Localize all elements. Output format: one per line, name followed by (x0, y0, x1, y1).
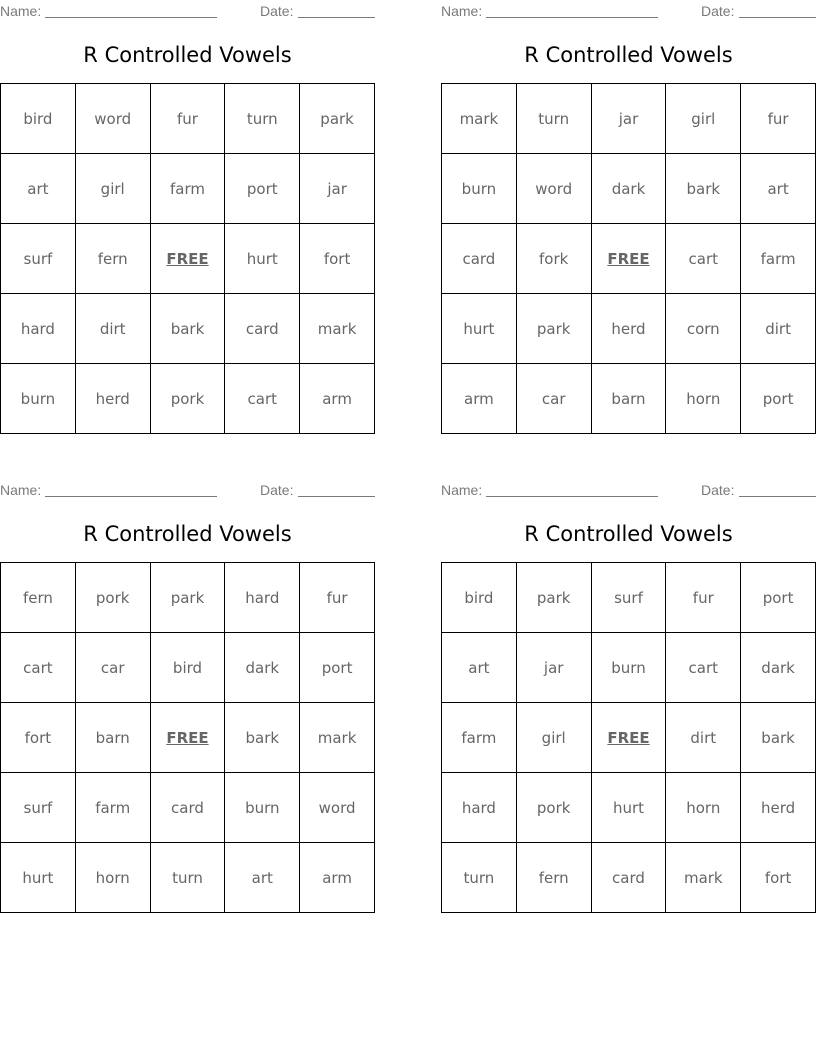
date-label: Date: (260, 3, 294, 19)
bingo-cell: girl (517, 703, 592, 773)
bingo-cell: turn (442, 843, 517, 913)
bingo-cell: horn (666, 773, 741, 843)
bingo-cell: park (517, 563, 592, 633)
bingo-cell: pork (76, 563, 151, 633)
bingo-cell: bird (1, 84, 76, 154)
bingo-cell: fern (517, 843, 592, 913)
bingo-cell: fur (741, 84, 816, 154)
bingo-cell: dark (225, 633, 300, 703)
bingo-card-4 (441, 479, 816, 911)
name-date-line (441, 482, 816, 498)
bingo-cell: port (741, 364, 816, 434)
bingo-cell: horn (666, 364, 741, 434)
free-space-cell: FREE (592, 224, 667, 294)
bingo-cell: bark (741, 703, 816, 773)
bingo-cell: mark (300, 294, 375, 364)
bingo-cell: surf (1, 773, 76, 843)
bingo-cell: fort (300, 224, 375, 294)
bingo-cell: art (442, 633, 517, 703)
bingo-cell: herd (76, 364, 151, 434)
bingo-cell: cart (666, 633, 741, 703)
bingo-cell: card (442, 224, 517, 294)
bingo-cell: art (741, 154, 816, 224)
bingo-cell: fern (76, 224, 151, 294)
bingo-cell: jar (592, 84, 667, 154)
date-label: Date: (701, 3, 735, 19)
name-label: Name: (441, 482, 483, 498)
free-space-cell: FREE (592, 703, 667, 773)
bingo-cell: farm (741, 224, 816, 294)
bingo-cell: jar (300, 154, 375, 224)
free-space-cell: FREE (151, 224, 226, 294)
card-title: R Controlled Vowels (83, 522, 292, 546)
date-blank-line (298, 17, 375, 18)
bingo-cell: corn (666, 294, 741, 364)
bingo-cell: cart (1, 633, 76, 703)
bingo-cell: girl (76, 154, 151, 224)
bingo-grid (0, 83, 375, 434)
name-blank-line (486, 17, 658, 18)
bingo-cell: arm (300, 364, 375, 434)
bingo-cell: cart (666, 224, 741, 294)
bingo-cell: bird (442, 563, 517, 633)
bingo-cell: farm (151, 154, 226, 224)
bingo-cell: burn (442, 154, 517, 224)
date-blank-line (739, 17, 816, 18)
bingo-cell: art (1, 154, 76, 224)
bingo-cell: bird (151, 633, 226, 703)
bingo-cell: port (225, 154, 300, 224)
bingo-cell: hurt (1, 843, 76, 913)
bingo-cell: fort (1, 703, 76, 773)
bingo-cell: fur (666, 563, 741, 633)
bingo-grid (441, 562, 816, 913)
bingo-cell: hard (1, 294, 76, 364)
bingo-cell: word (517, 154, 592, 224)
bingo-cell: surf (1, 224, 76, 294)
date-blank-line (739, 496, 816, 497)
card-title: R Controlled Vowels (524, 522, 733, 546)
bingo-cell: horn (76, 843, 151, 913)
bingo-cell: herd (592, 294, 667, 364)
name-blank-line (45, 17, 217, 18)
bingo-cell: fork (517, 224, 592, 294)
card-title: R Controlled Vowels (83, 43, 292, 67)
bingo-cell: word (76, 84, 151, 154)
bingo-cell: fern (1, 563, 76, 633)
bingo-cell: pork (151, 364, 226, 434)
bingo-cell: card (151, 773, 226, 843)
bingo-cell: dark (741, 633, 816, 703)
name-blank-line (45, 496, 217, 497)
bingo-cell: girl (666, 84, 741, 154)
bingo-cell: arm (442, 364, 517, 434)
name-date-line (0, 482, 375, 498)
bingo-cell: burn (225, 773, 300, 843)
bingo-card-3 (0, 479, 375, 911)
bingo-cell: mark (300, 703, 375, 773)
bingo-grid (0, 562, 375, 913)
date-label: Date: (701, 482, 735, 498)
bingo-cell: farm (442, 703, 517, 773)
name-label: Name: (441, 3, 483, 19)
bingo-cell: burn (592, 633, 667, 703)
name-label: Name: (0, 3, 42, 19)
bingo-cell: turn (151, 843, 226, 913)
bingo-cell: card (225, 294, 300, 364)
bingo-cell: farm (76, 773, 151, 843)
bingo-grid (441, 83, 816, 434)
bingo-cell: bark (151, 294, 226, 364)
bingo-cell: fur (300, 563, 375, 633)
bingo-cell: car (76, 633, 151, 703)
bingo-cell: car (517, 364, 592, 434)
name-label: Name: (0, 482, 42, 498)
bingo-cell: dirt (76, 294, 151, 364)
bingo-cell: park (151, 563, 226, 633)
bingo-card-2 (441, 0, 816, 432)
bingo-cell: cart (225, 364, 300, 434)
bingo-cell: port (300, 633, 375, 703)
bingo-cell: herd (741, 773, 816, 843)
name-date-line (0, 3, 375, 19)
card-title: R Controlled Vowels (524, 43, 733, 67)
name-date-line (441, 3, 816, 19)
bingo-cell: jar (517, 633, 592, 703)
bingo-cell: card (592, 843, 667, 913)
bingo-cell: pork (517, 773, 592, 843)
bingo-cell: turn (517, 84, 592, 154)
free-space-cell: FREE (151, 703, 226, 773)
bingo-cell: arm (300, 843, 375, 913)
bingo-cell: hurt (592, 773, 667, 843)
bingo-cell: word (300, 773, 375, 843)
bingo-cell: bark (666, 154, 741, 224)
bingo-cell: mark (666, 843, 741, 913)
bingo-cell: mark (442, 84, 517, 154)
bingo-cell: surf (592, 563, 667, 633)
bingo-cell: bark (225, 703, 300, 773)
bingo-cell: park (517, 294, 592, 364)
name-blank-line (486, 496, 658, 497)
bingo-cell: port (741, 563, 816, 633)
bingo-cell: dark (592, 154, 667, 224)
bingo-cell: turn (225, 84, 300, 154)
bingo-cell: dirt (666, 703, 741, 773)
bingo-cell: park (300, 84, 375, 154)
bingo-cell: barn (592, 364, 667, 434)
bingo-cell: dirt (741, 294, 816, 364)
bingo-cell: barn (76, 703, 151, 773)
date-blank-line (298, 496, 375, 497)
bingo-cell: hard (442, 773, 517, 843)
bingo-cell: fur (151, 84, 226, 154)
bingo-cell: burn (1, 364, 76, 434)
bingo-card-1 (0, 0, 375, 432)
bingo-cell: hurt (225, 224, 300, 294)
bingo-cell: art (225, 843, 300, 913)
bingo-cell: hurt (442, 294, 517, 364)
bingo-cell: hard (225, 563, 300, 633)
date-label: Date: (260, 482, 294, 498)
bingo-cell: fort (741, 843, 816, 913)
